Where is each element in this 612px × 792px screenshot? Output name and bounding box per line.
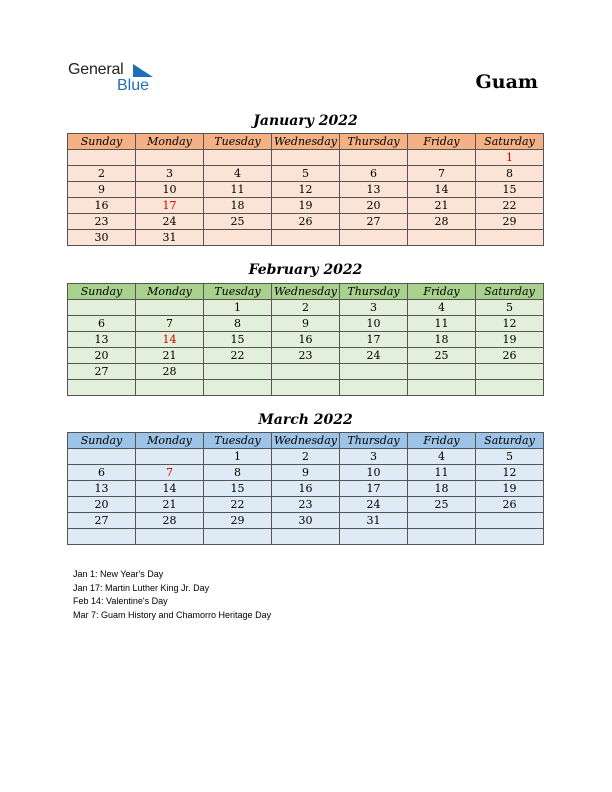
day-cell (340, 380, 408, 396)
day-cell: 11 (204, 182, 272, 198)
weekday-header: Sunday (68, 284, 136, 300)
day-cell: 10 (340, 316, 408, 332)
calendar-march (67, 432, 544, 545)
day-cell (408, 513, 476, 529)
day-cell (476, 380, 544, 396)
day-cell: 19 (272, 198, 340, 214)
day-cell: 20 (68, 497, 136, 513)
day-cell: 25 (408, 497, 476, 513)
day-cell: 6 (340, 166, 408, 182)
day-cell: 27 (68, 364, 136, 380)
day-cell: 24 (136, 214, 204, 230)
day-cell (476, 230, 544, 246)
weekday-header: Tuesday (204, 134, 272, 150)
day-cell: 25 (204, 214, 272, 230)
logo-word-general: General (68, 61, 124, 78)
day-cell: 30 (68, 230, 136, 246)
week-row (68, 166, 544, 182)
day-cell: 4 (408, 449, 476, 465)
day-cell: 15 (204, 481, 272, 497)
day-cell: 10 (136, 182, 204, 198)
weekday-header: Thursday (340, 134, 408, 150)
day-cell (68, 529, 136, 545)
day-cell (204, 150, 272, 166)
holiday-item: Mar 7: Guam History and Chamorro Heritage Day (73, 609, 272, 620)
day-cell: 20 (340, 198, 408, 214)
day-cell (272, 364, 340, 380)
day-cell: 29 (476, 214, 544, 230)
week-row (68, 380, 544, 396)
week-row (68, 497, 544, 513)
week-row (68, 465, 544, 481)
day-cell: 12 (272, 182, 340, 198)
day-cell: 13 (68, 481, 136, 497)
day-cell: 20 (68, 348, 136, 364)
day-cell: 21 (408, 198, 476, 214)
day-cell: 5 (272, 166, 340, 182)
day-cell: 10 (340, 465, 408, 481)
day-cell: 7 (408, 166, 476, 182)
day-cell: 2 (68, 166, 136, 182)
calendar-february (67, 283, 544, 396)
day-cell: 14 (136, 332, 204, 348)
day-cell: 27 (340, 214, 408, 230)
day-cell (340, 230, 408, 246)
week-row (68, 182, 544, 198)
weekday-header: Wednesday (272, 134, 340, 150)
weekday-header: Friday (408, 433, 476, 449)
weekday-header: Thursday (340, 284, 408, 300)
country-title: Guam (475, 71, 538, 93)
weekday-header: Tuesday (204, 433, 272, 449)
weekday-header: Sunday (68, 134, 136, 150)
day-cell: 18 (408, 332, 476, 348)
day-cell: 11 (408, 316, 476, 332)
week-row (68, 198, 544, 214)
day-cell: 9 (272, 316, 340, 332)
day-cell: 25 (408, 348, 476, 364)
day-cell: 28 (408, 214, 476, 230)
day-cell: 18 (204, 198, 272, 214)
holiday-list (73, 568, 271, 622)
weekday-header: Monday (136, 284, 204, 300)
day-cell: 8 (204, 465, 272, 481)
day-cell: 7 (136, 465, 204, 481)
month-title-january: January 2022 (253, 113, 358, 129)
day-cell (136, 300, 204, 316)
day-cell: 24 (340, 348, 408, 364)
day-cell: 23 (272, 348, 340, 364)
day-cell: 23 (68, 214, 136, 230)
day-cell: 31 (340, 513, 408, 529)
weekday-header: Saturday (476, 433, 544, 449)
holiday-item: Feb 14: Valentine's Day (73, 596, 168, 606)
logo (68, 61, 168, 97)
day-cell: 14 (408, 182, 476, 198)
day-cell (340, 150, 408, 166)
month-title-february: February 2022 (248, 262, 363, 278)
day-cell (68, 380, 136, 396)
day-cell: 13 (340, 182, 408, 198)
week-row (68, 300, 544, 316)
day-cell (476, 529, 544, 545)
day-cell (340, 364, 408, 380)
day-cell: 16 (272, 332, 340, 348)
day-cell (272, 529, 340, 545)
day-cell (476, 364, 544, 380)
week-row (68, 513, 544, 529)
day-cell: 14 (136, 481, 204, 497)
day-cell: 17 (340, 332, 408, 348)
day-cell: 7 (136, 316, 204, 332)
day-cell: 27 (68, 513, 136, 529)
week-row (68, 214, 544, 230)
day-cell: 2 (272, 300, 340, 316)
day-cell: 5 (476, 449, 544, 465)
day-cell (204, 529, 272, 545)
day-cell: 22 (204, 497, 272, 513)
week-row (68, 529, 544, 545)
logo-triangle-icon (133, 64, 153, 79)
day-cell (136, 529, 204, 545)
logo-word-blue: Blue (117, 77, 150, 94)
day-cell: 1 (476, 150, 544, 166)
day-cell (204, 380, 272, 396)
day-cell (408, 529, 476, 545)
day-cell (68, 150, 136, 166)
day-cell: 28 (136, 364, 204, 380)
day-cell: 1 (204, 300, 272, 316)
day-cell: 18 (408, 481, 476, 497)
day-cell: 17 (136, 198, 204, 214)
week-row (68, 230, 544, 246)
weekday-header: Wednesday (272, 284, 340, 300)
week-row (68, 332, 544, 348)
day-cell: 8 (476, 166, 544, 182)
weekday-header: Friday (408, 284, 476, 300)
day-cell: 17 (340, 481, 408, 497)
weekday-header: Friday (408, 134, 476, 150)
day-cell: 9 (68, 182, 136, 198)
day-cell: 21 (136, 348, 204, 364)
day-cell (136, 449, 204, 465)
day-cell: 3 (340, 449, 408, 465)
day-cell: 16 (272, 481, 340, 497)
day-cell (408, 150, 476, 166)
day-cell: 26 (272, 214, 340, 230)
weekday-header-row (68, 134, 544, 150)
day-cell (408, 230, 476, 246)
day-cell: 3 (340, 300, 408, 316)
month-title-march: March 2022 (258, 412, 353, 428)
day-cell: 9 (272, 465, 340, 481)
day-cell: 16 (68, 198, 136, 214)
holiday-item: Jan 1: New Year's Day (73, 569, 164, 579)
day-cell (272, 150, 340, 166)
day-cell: 21 (136, 497, 204, 513)
day-cell: 26 (476, 348, 544, 364)
day-cell: 4 (204, 166, 272, 182)
weekday-header-row (68, 433, 544, 449)
weekday-header-row (68, 284, 544, 300)
day-cell: 8 (204, 316, 272, 332)
day-cell (136, 380, 204, 396)
weekday-header: Saturday (476, 134, 544, 150)
week-row (68, 481, 544, 497)
day-cell (476, 513, 544, 529)
day-cell (204, 364, 272, 380)
day-cell (68, 449, 136, 465)
day-cell: 4 (408, 300, 476, 316)
day-cell: 13 (68, 332, 136, 348)
day-cell: 15 (476, 182, 544, 198)
day-cell: 26 (476, 497, 544, 513)
day-cell: 2 (272, 449, 340, 465)
weekday-header: Sunday (68, 433, 136, 449)
weekday-header: Monday (136, 433, 204, 449)
weekday-header: Tuesday (204, 284, 272, 300)
day-cell: 31 (136, 230, 204, 246)
day-cell (408, 364, 476, 380)
day-cell: 19 (476, 481, 544, 497)
day-cell: 29 (204, 513, 272, 529)
day-cell: 28 (136, 513, 204, 529)
holiday-item: Jan 17: Martin Luther King Jr. Day (73, 582, 210, 593)
day-cell (136, 150, 204, 166)
day-cell: 6 (68, 316, 136, 332)
week-row (68, 364, 544, 380)
day-cell: 23 (272, 497, 340, 513)
day-cell (204, 230, 272, 246)
day-cell: 12 (476, 465, 544, 481)
day-cell: 5 (476, 300, 544, 316)
week-row (68, 150, 544, 166)
day-cell: 24 (340, 497, 408, 513)
day-cell: 22 (204, 348, 272, 364)
day-cell: 12 (476, 316, 544, 332)
day-cell: 30 (272, 513, 340, 529)
day-cell: 11 (408, 465, 476, 481)
week-row (68, 449, 544, 465)
weekday-header: Monday (136, 134, 204, 150)
week-row (68, 348, 544, 364)
weekday-header: Thursday (340, 433, 408, 449)
day-cell: 1 (204, 449, 272, 465)
day-cell: 6 (68, 465, 136, 481)
day-cell (272, 230, 340, 246)
day-cell (408, 380, 476, 396)
day-cell: 3 (136, 166, 204, 182)
weekday-header: Saturday (476, 284, 544, 300)
day-cell: 19 (476, 332, 544, 348)
day-cell: 22 (476, 198, 544, 214)
day-cell: 15 (204, 332, 272, 348)
day-cell (68, 300, 136, 316)
weekday-header: Wednesday (272, 433, 340, 449)
day-cell (340, 529, 408, 545)
calendar-january (67, 133, 544, 246)
week-row (68, 316, 544, 332)
day-cell (272, 380, 340, 396)
